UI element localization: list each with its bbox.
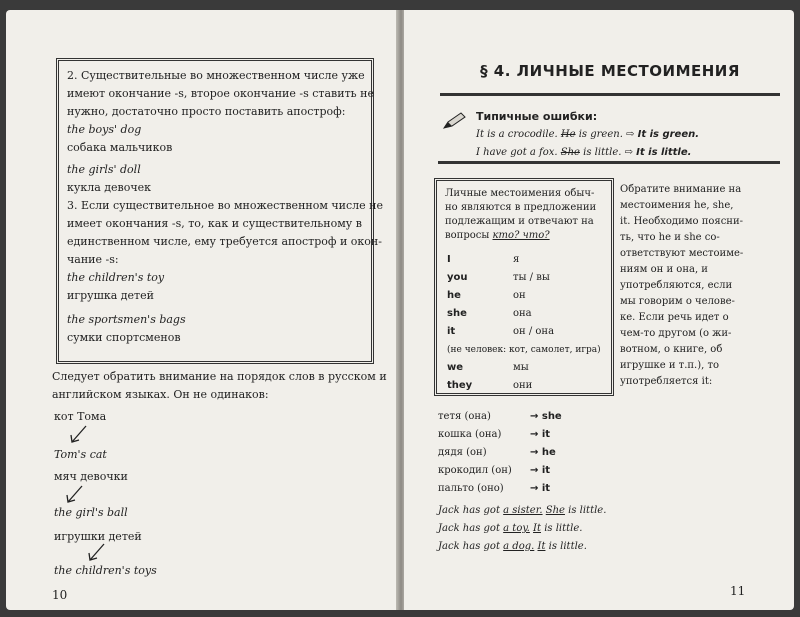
side-line: употребляется it: [620, 376, 713, 387]
pronoun-ru: он / она [513, 326, 555, 337]
example-pronoun: It [533, 523, 541, 534]
order-1-ru: кот Тома [54, 410, 107, 423]
rule-line-1: 2. Существительные во множественном числе уже [67, 69, 365, 82]
rule-line-6: единственном числе, ему требуется апостроф и окон- [67, 235, 382, 248]
section-title: § 4. ЛИЧНЫЕ МЕСТОИМЕНИЯ [480, 61, 740, 80]
side-line: ть, что he и she со- [620, 232, 720, 243]
pronoun-en: they [447, 380, 473, 391]
side-line: it. Необходимо поясни- [620, 216, 744, 227]
pronoun-en: he [447, 290, 461, 301]
side-line: игрушке и т.п.), то [620, 360, 720, 371]
error-2-rest: is little. ⇨ [583, 147, 633, 158]
error-2-correct: It is little. [636, 147, 692, 158]
left-page [6, 10, 398, 610]
error-1-correct: It is green. [637, 129, 700, 140]
example-3-ru: игрушка детей [67, 289, 154, 302]
side-line: ниям он и она, и [620, 264, 708, 275]
mapping-en: → it [530, 429, 551, 440]
example-sentence [438, 520, 582, 538]
side-line: чем-то другом (о жи- [620, 328, 732, 339]
mapping-ru: крокодил (он) [438, 465, 512, 476]
example-start: Jack has got [438, 505, 500, 516]
order-3-en: the children's toys [54, 564, 157, 577]
section-title-box [440, 48, 780, 96]
rule-line-2: имеют окончание -s, второе окончание -s ставить не [67, 87, 374, 100]
example-1-en: the boys' dog [67, 123, 142, 136]
example-2-ru: кукла девочек [67, 181, 152, 194]
example-end: is little. [544, 523, 583, 534]
pronoun-ru: они [513, 380, 533, 391]
example-pronoun: She [545, 505, 565, 516]
order-3-ru: игрушки детей [54, 530, 142, 543]
rule-line-5: имеет окончания -s, то, как и существительному в [67, 217, 362, 230]
right-page [404, 10, 794, 610]
example-pronoun: It [537, 541, 546, 552]
pronoun-box [434, 178, 614, 396]
side-line: Обратите внимание на [620, 184, 742, 195]
box-intro-4 [445, 229, 550, 243]
rule-line-4: 3. Если существительное во множественном числе не [67, 199, 384, 212]
rule-line-7: чание -s: [67, 253, 119, 266]
order-2-en: the girl's ball [54, 506, 128, 519]
side-line: мы говорим о челове- [620, 296, 735, 307]
pronoun-en: I [447, 254, 451, 265]
rule-box [56, 58, 384, 364]
example-end: is little. [568, 505, 607, 516]
errors-heading: Типичные ошибки: [476, 110, 598, 123]
example-object: a toy. [503, 523, 530, 534]
box-intro-2: но являются в предложении [445, 202, 597, 213]
mapping-en: → she [530, 411, 562, 422]
example-end: is little. [548, 541, 587, 552]
pronoun-ru: она [513, 308, 532, 319]
error-2-wrong: She [560, 147, 580, 158]
arrow-icon [66, 424, 90, 446]
example-object: a sister. [503, 505, 543, 516]
side-line: ответствуют местоиме- [620, 248, 744, 259]
error-1-rest: is green. ⇨ [578, 129, 635, 140]
pronoun-ru: он [513, 290, 526, 301]
pronoun-en: you [447, 272, 468, 283]
side-line: ке. Если речь идет о [620, 312, 729, 323]
example-4-ru: сумки спортсменов [67, 331, 181, 344]
box-intro-4-text: вопросы [445, 230, 490, 241]
error-2 [476, 144, 691, 162]
example-sentence [438, 538, 587, 556]
pronoun-ru: мы [513, 362, 529, 373]
example-start: Jack has got [438, 541, 500, 552]
pronoun-ru: ты / вы [513, 272, 550, 283]
page-number: 11 [730, 584, 746, 598]
example-start: Jack has got [438, 523, 500, 534]
mapping-en: → it [530, 483, 551, 494]
side-line: употребляются, если [620, 280, 733, 291]
error-1 [476, 126, 699, 144]
pronoun-en: we [447, 362, 464, 373]
box-intro-1: Личные местоимения обыч- [445, 188, 595, 199]
mapping-en: → he [530, 447, 556, 458]
side-explanation [620, 182, 758, 390]
pronoun-en: she [447, 308, 467, 319]
example-sentence [438, 502, 606, 520]
side-line: местоимения he, she, [620, 200, 734, 211]
pronoun-ru: я [513, 254, 520, 265]
typical-errors-box [438, 102, 780, 164]
arrow-icon [62, 484, 86, 506]
box-intro-3: подлежащим и отвечают на [445, 216, 594, 227]
example-4-en: the sportsmen's bags [67, 313, 186, 326]
example-1-ru: собака мальчиков [67, 141, 173, 154]
pronoun-en: it [447, 326, 456, 337]
example-3-en: the children's toy [67, 271, 165, 284]
mapping-ru: дядя (он) [438, 447, 487, 458]
mapping-ru: тетя (она) [438, 411, 491, 422]
pronoun-note: (не человек: кот, самолет, игра) [447, 345, 601, 355]
note-line-2: английском языках. Он не одинаков: [52, 388, 269, 401]
arrow-icon [84, 542, 108, 564]
box-intro-question: кто? что? [492, 230, 550, 241]
error-1-sentence: It is a crocodile. [476, 129, 558, 140]
page-number: 10 [52, 588, 68, 602]
rule-line-3: нужно, достаточно просто поставить апостроф: [67, 105, 346, 118]
error-2-sentence: I have got a fox. [476, 147, 558, 158]
example-2-en: the girls' doll [67, 163, 141, 176]
side-line: вотном, о книге, об [620, 344, 723, 355]
mapping-en: → it [530, 465, 551, 476]
order-2-ru: мяч девочки [54, 470, 128, 483]
mapping-ru: кошка (она) [438, 429, 502, 440]
error-1-wrong: He [560, 129, 576, 140]
example-object: a dog. [503, 541, 535, 552]
order-1-en: Tom's cat [54, 448, 107, 461]
mapping-ru: пальто (оно) [438, 483, 504, 494]
pencil-icon [442, 112, 466, 130]
note-line-1: Следует обратить внимание на порядок слов в русском и [52, 370, 387, 383]
